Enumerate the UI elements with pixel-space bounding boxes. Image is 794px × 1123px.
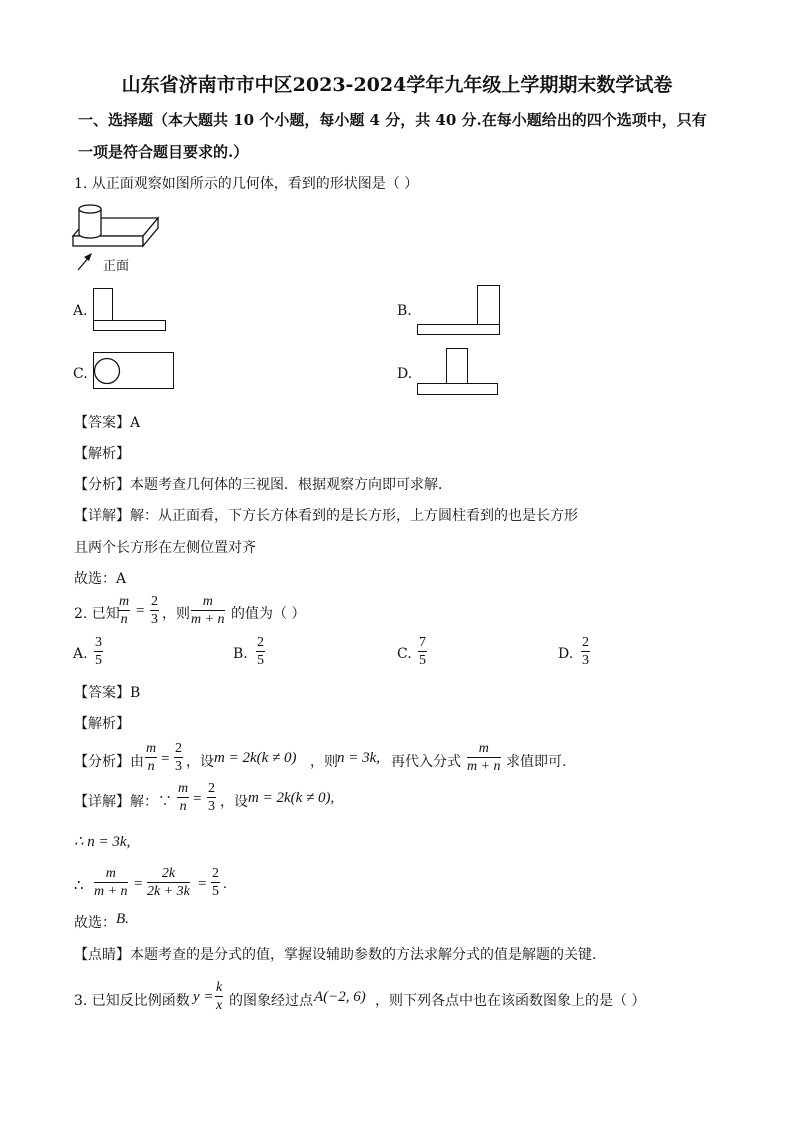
q2-step2-therefore: ∴ xyxy=(74,878,84,894)
q3-point: A(−2, 6) xyxy=(314,989,366,1005)
q2-fenxi-set: m = 2k(k ≠ 0) xyxy=(214,750,297,766)
q2-detail-set-expr: m = 2k(k ≠ 0), xyxy=(248,790,335,806)
q2-step2-period: . xyxy=(223,876,227,892)
q1-option-d-slab-view xyxy=(417,383,498,395)
q1-option-b-slab-view xyxy=(417,324,500,335)
q2-option-c-value: $\frac{7}{5}$ xyxy=(419,635,426,668)
q1-option-a-label: A. xyxy=(73,303,88,319)
q1-option-b-cylinder-view xyxy=(477,285,500,325)
q2-then: ，则 xyxy=(162,606,190,622)
q2-ask-fraction: $\frac{m}{m + n}$ xyxy=(191,594,225,627)
front-view-label: 正面 xyxy=(103,259,130,274)
q2-fenxi-mid3: 再代入分式 xyxy=(391,754,461,770)
q2-fenxi-n: n = 3k, xyxy=(337,750,381,766)
q1-fenxi: 【分析】本题考查几何体的三视图．根据观察方向即可求解． xyxy=(74,477,452,493)
q1-detail-line1: 【详解】解：从正面看，下方长方体看到的是长方形，上方圆柱看到的也是长方形 xyxy=(74,508,578,524)
q2-ask-tail: 的值为（ ） xyxy=(231,606,306,622)
q1-option-a-cylinder-view xyxy=(93,288,113,321)
q2-option-d-value: $\frac{2}{3}$ xyxy=(582,635,589,668)
section-heading-line1: 一、选择题（本大题共 10 个小题，每小题 4 分，共 40 分.在每小题给出的四个选项中，只有 xyxy=(78,111,707,129)
q2-step2-eq1: = xyxy=(134,876,143,892)
q2-detail-value: $\frac{2}{3}$ xyxy=(208,781,215,814)
q2-fenxi-tail: 求值即可. xyxy=(506,754,567,770)
q2-analysis-label: 【解析】 xyxy=(74,716,130,732)
q2-dianjing: 【点睛】本题考查的是分式的值，掌握设辅助参数的方法求解分式的值是解题的关键. xyxy=(74,947,597,963)
q2-option-a-label: A. xyxy=(73,646,88,662)
q2-fenxi-value: $\frac{2}{3}$ xyxy=(175,741,182,774)
q1-stem: 1. 从正面观察如图所示的几何体，看到的形状图是（ ） xyxy=(74,176,419,192)
q2-fenxi-ask-fraction: $\frac{m}{m + n}$ xyxy=(467,741,501,774)
q2-fenxi-fraction: $\frac{m}{n}$ xyxy=(146,741,157,774)
q2-step2-mid-fraction: $\frac{2k}{2k + 3k}$ xyxy=(147,866,190,899)
page-title: 山东省济南市市中区2023-2024学年九年级上学期期末数学试卷 xyxy=(121,74,673,96)
q2-number: 2. 已知 xyxy=(74,606,120,622)
q3-func-fraction: $\frac{k}{x}$ xyxy=(216,980,223,1013)
q1-conclusion: 故选：A xyxy=(74,571,127,587)
q1-option-a-slab-view xyxy=(93,320,166,331)
q3-stem-mid: 的图象经过点 xyxy=(229,993,313,1009)
q2-step2-eq2: = xyxy=(198,876,207,892)
q1-analysis-label: 【解析】 xyxy=(74,446,130,462)
q1-option-d-label: D. xyxy=(397,366,413,382)
q2-detail-equals: = xyxy=(193,791,202,807)
q2-detail-prefix: 【详解】解：∵ xyxy=(74,794,172,810)
q2-given-value: $\frac{2}{3}$ xyxy=(151,594,158,627)
q1-option-c-circle xyxy=(93,357,121,385)
q2-given-fraction: $\frac{m}{n}$ xyxy=(119,594,130,627)
q3-stem-tail: ，则下列各点中也在该函数图象上的是（ ） xyxy=(375,993,646,1009)
q2-option-b-value: $\frac{2}{5}$ xyxy=(257,635,264,668)
q1-detail-line2: 且两个长方形在左侧位置对齐 xyxy=(74,540,256,556)
q3-func-y: y = xyxy=(193,989,214,1005)
q2-conclusion-letter: B. xyxy=(116,911,129,927)
q2-step2-result-fraction: $\frac{2}{5}$ xyxy=(212,866,219,899)
q2-step2-left-fraction: $\frac{m}{m + n}$ xyxy=(94,866,128,899)
q2-conclusion: 故选： xyxy=(74,915,116,931)
section-heading-line2: 一项是符合题目要求的.） xyxy=(78,143,249,161)
q2-option-c-label: C. xyxy=(397,646,412,662)
q2-option-a-value: $\frac{3}{5}$ xyxy=(95,635,102,668)
q2-detail-fraction: $\frac{m}{n}$ xyxy=(178,781,189,814)
q2-step1: ∴ n = 3k, xyxy=(74,834,131,850)
q2-fenxi-mid2: ，则 xyxy=(310,754,338,770)
q2-equals: = xyxy=(136,603,145,619)
q1-option-b-label: B. xyxy=(397,303,412,319)
q1-answer: 【答案】A xyxy=(74,415,141,431)
q3-stem-prefix: 3. 已知反比例函数 xyxy=(74,993,190,1009)
q2-fenxi-equals: = xyxy=(161,751,170,767)
q2-option-d-label: D. xyxy=(558,646,574,662)
q2-answer: 【答案】B xyxy=(74,685,141,701)
q2-option-b-label: B. xyxy=(233,646,248,662)
q1-option-c-label: C. xyxy=(73,366,88,382)
q2-fenxi-mid1: ，设 xyxy=(186,754,214,770)
q1-option-d-cylinder-view xyxy=(446,348,468,384)
q2-detail-set: ，设 xyxy=(220,794,248,810)
q2-fenxi-prefix: 【分析】由 xyxy=(74,754,144,770)
